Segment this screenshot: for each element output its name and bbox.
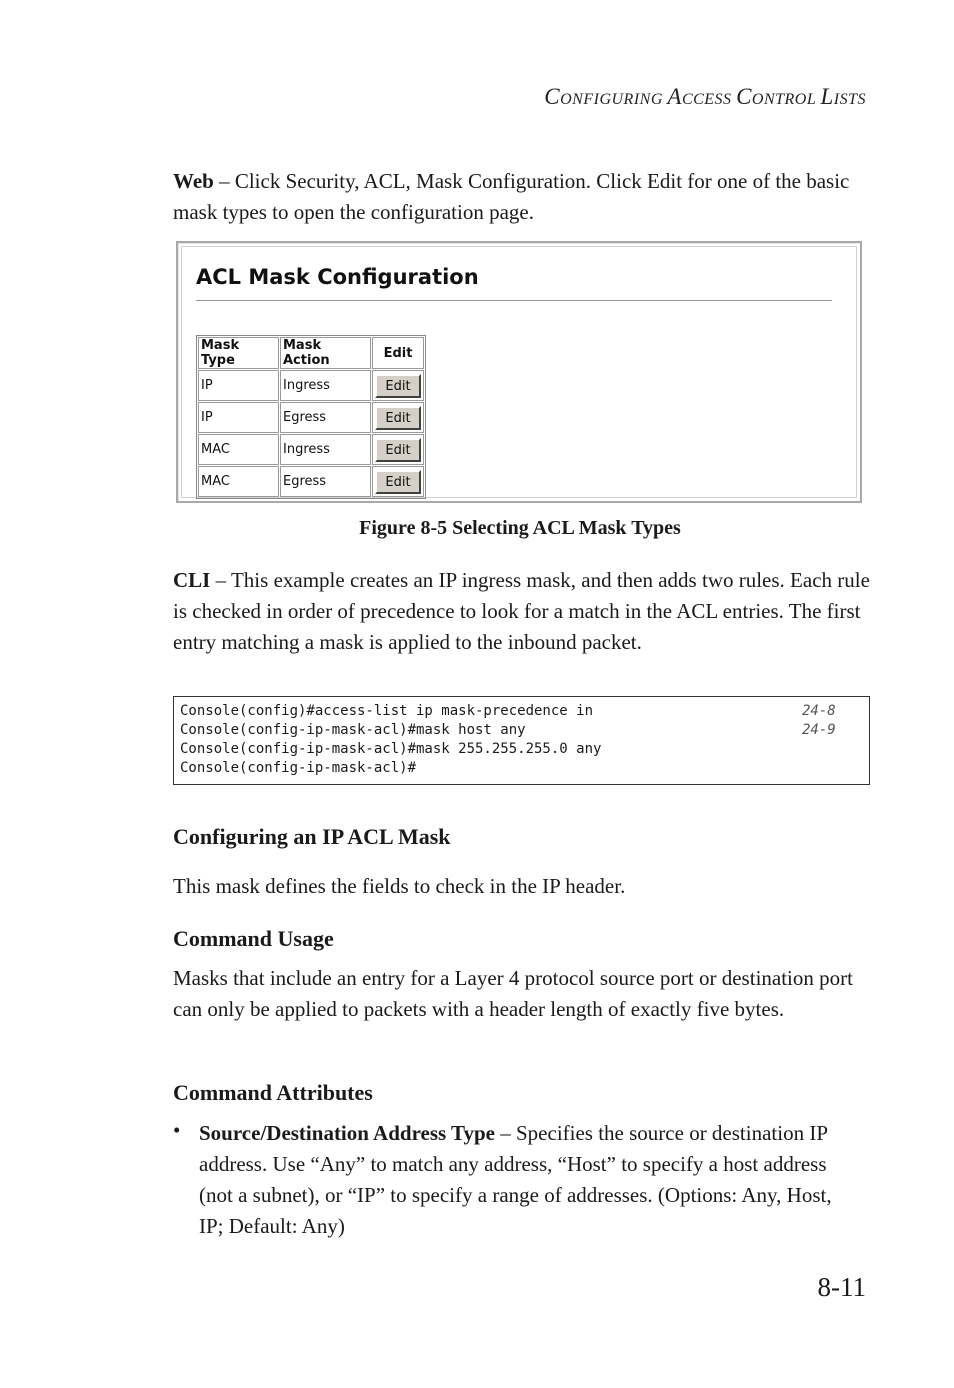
code-reference: 24-8 (802, 703, 836, 719)
mask-type-cell: MAC (198, 466, 279, 497)
edit-button[interactable]: Edit (375, 406, 421, 430)
code-reference: 24-9 (802, 722, 836, 738)
attribute-name: Source/Destination Address Type (199, 1121, 495, 1145)
attribute-item (199, 1118, 859, 1242)
column-header: Edit (372, 337, 424, 369)
section-heading: Configuring an IP ACL Mask (173, 824, 451, 849)
table-header-row (198, 337, 424, 369)
cli-text: – This example creates an IP ingress mask, and then adds two rules. Each rule is checked in order of precedence to look for a match in the ACL entries. The first entry matching a mask is applied to the inbound packet. (173, 568, 870, 654)
title-divider (196, 300, 832, 302)
edit-cell (372, 402, 424, 433)
usage-paragraph: Masks that include an entry for a Layer 4 protocol source port or destination port can only be applied to packets with a header length of exactly five bytes. (173, 966, 853, 1021)
bullet-marker: • (173, 1118, 181, 1142)
column-header: Mask Action (280, 337, 371, 369)
code-command: Console(config-ip-mask-acl)#mask host any (180, 722, 526, 738)
edit-button[interactable]: Edit (375, 470, 421, 494)
intro-bold: Web (173, 169, 214, 193)
running-head-part: A (667, 84, 682, 109)
code-line (180, 740, 869, 759)
code-line (180, 759, 869, 778)
edit-button[interactable]: Edit (375, 374, 421, 398)
table-row (198, 434, 424, 465)
code-command: Console(config-ip-mask-acl)# (180, 760, 417, 776)
intro-paragraph (173, 166, 873, 228)
code-line (180, 721, 869, 740)
code-block (173, 696, 870, 785)
edit-button[interactable]: Edit (375, 438, 421, 462)
mask-table (196, 335, 426, 499)
running-head-part: ISTS (833, 91, 866, 108)
mask-type-cell: IP (198, 370, 279, 401)
running-head-part: ONTROL (751, 91, 821, 108)
running-head-part: C (544, 84, 561, 109)
edit-cell (372, 466, 424, 497)
mask-action-cell: Egress (280, 402, 371, 433)
intro-text: – Click Security, ACL, Mask Configuration. Click Edit for one of the basic mask types to open the configuration page. (173, 169, 850, 224)
running-head (544, 84, 866, 110)
usage-heading: Command Usage (173, 926, 334, 951)
code-command: Console(config)#access-list ip mask-precedence in (180, 703, 594, 719)
table-row (198, 402, 424, 433)
attribute-description: – Specifies the source or destination IP address. Use “Any” to match any address, “Host” to specify a host address (not a subnet), or “IP” to specify a range of addresses. (Options: Any, Host, IP; Default: Any) (199, 1121, 832, 1238)
running-head-part: ONFIGURING (560, 91, 668, 108)
code-command: Console(config-ip-mask-acl)#mask 255.255.255.0 any (180, 741, 602, 757)
mask-action-cell: Ingress (280, 434, 371, 465)
running-head-part: CCESS (681, 91, 737, 108)
figure-screenshot (176, 241, 862, 503)
figure-inner-frame (181, 246, 857, 498)
edit-cell (372, 434, 424, 465)
column-header: Mask Type (198, 337, 279, 369)
cli-paragraph (173, 565, 873, 658)
mask-type-cell: MAC (198, 434, 279, 465)
figure-caption: Figure 8-5 Selecting ACL Mask Types (359, 517, 681, 539)
table-row (198, 370, 424, 401)
figure-title: ACL Mask Configuration (196, 265, 479, 289)
page-number: 8-11 (817, 1272, 866, 1302)
cli-bold: CLI (173, 568, 211, 592)
table-row (198, 466, 424, 497)
edit-cell (372, 370, 424, 401)
running-head-part: C (736, 84, 752, 109)
mask-action-cell: Egress (280, 466, 371, 497)
mask-action-cell: Ingress (280, 370, 371, 401)
attributes-heading: Command Attributes (173, 1080, 373, 1105)
code-line (180, 702, 869, 721)
section-paragraph: This mask defines the fields to check in the IP header. (173, 874, 626, 898)
running-head-part: L (820, 84, 834, 109)
mask-type-cell: IP (198, 402, 279, 433)
